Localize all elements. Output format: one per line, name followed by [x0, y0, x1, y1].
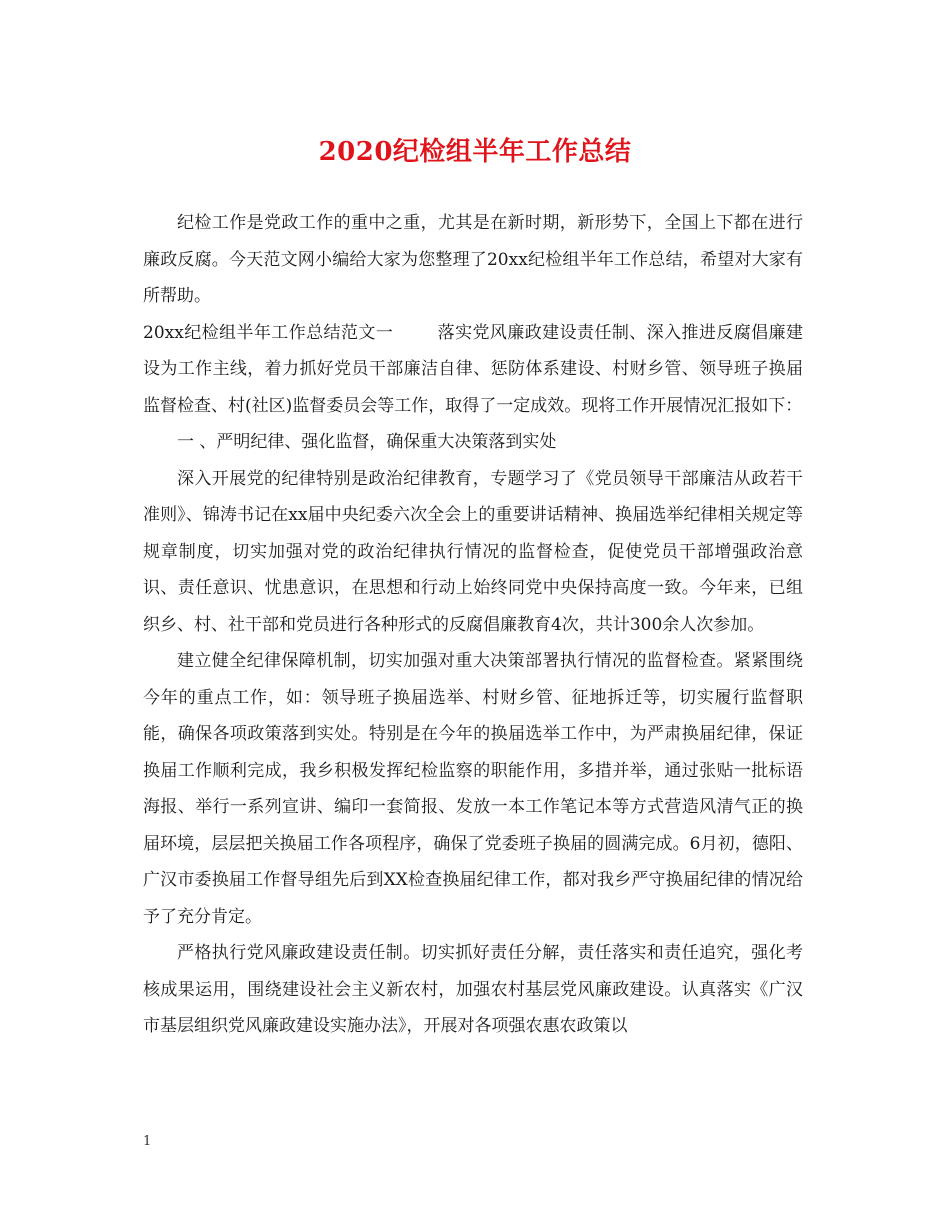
intro-paragraph: 纪检工作是党政工作的重中之重，尤其是在新时期，新形势下，全国上下都在进行廉政反腐。今天范文网小编给大家为您整理了20xx纪检组半年工作总结，希望对大家有所帮助。: [143, 213, 803, 306]
sample-paragraph: [143, 315, 803, 425]
section-heading: 一 、严明纪律、强化监督，确保重大决策落到实处: [177, 432, 557, 452]
body-paragraph: 建立健全纪律保障机制，切实加强对重大决策部署执行情况的监督检查。紧紧围绕今年的重点工作，如：领导班子换届选举、村财乡管、征地拆迁等，切实履行监督职能，确保各项政策落到实处。特别是在今年的换届选举工作中，为严肃换届纪律，保证换届工作顺利完成，我乡积极发挥纪检监察的职能作用，多措并举，通过张贴一批标语海报、举行一系列宣讲、编印一套简报、发放一本工作笔记本等方式营造风清气正的换届环境，层层把关换届工作各项程序，确保了党委班子换届的圆满完成。6月初，德阳、广汉市委换届工作督导组先后到XX检查换届纪律工作，都对我乡严守换届纪律的情况给予了充分肯定。: [143, 651, 803, 927]
body-paragraph: 严格执行党风廉政建设责任制。切实抓好责任分解，责任落实和责任追究，强化考核成果运用，围绕建设社会主义新农村，加强农村基层党风廉政建设。认真落实《广汉市基层组织党风廉政建设实施办法》，开展对各项强农惠农政策以: [143, 943, 803, 1036]
sample-paragraph-text: 落实党风廉政建设责任制、深入推进反腐倡廉建设为工作主线，着力抓好党员干部廉洁自律、惩防体系建设、村财乡管、领导班子换届监督检查、村(社区)监督委员会等工作，取得了一定成效。现将工作开展情况汇报如下：: [143, 322, 803, 416]
sample-heading: 20xx纪检组半年工作总结范文一: [143, 322, 394, 343]
document-body: [143, 205, 803, 1045]
page-number: 1: [143, 1134, 152, 1149]
body-paragraph: 深入开展党的纪律特别是政治纪律教育，专题学习了《党员领导干部廉洁从政若干准则》、锦涛书记在xx届中央纪委六次全会上的重要讲话精神、换届选举纪律相关规定等规章制度，切实加强对党的政治纪律执行情况的监督检查，促使党员干部增强政治意识、责任意识、忧患意识，在思想和行动上始终同党中央保持高度一致。今年来，已组织乡、村、社干部和党员进行各种形式的反腐倡廉教育4次，共计300余人次参加。: [143, 468, 803, 635]
document-title: 2020纪检组半年工作总结: [318, 137, 632, 167]
